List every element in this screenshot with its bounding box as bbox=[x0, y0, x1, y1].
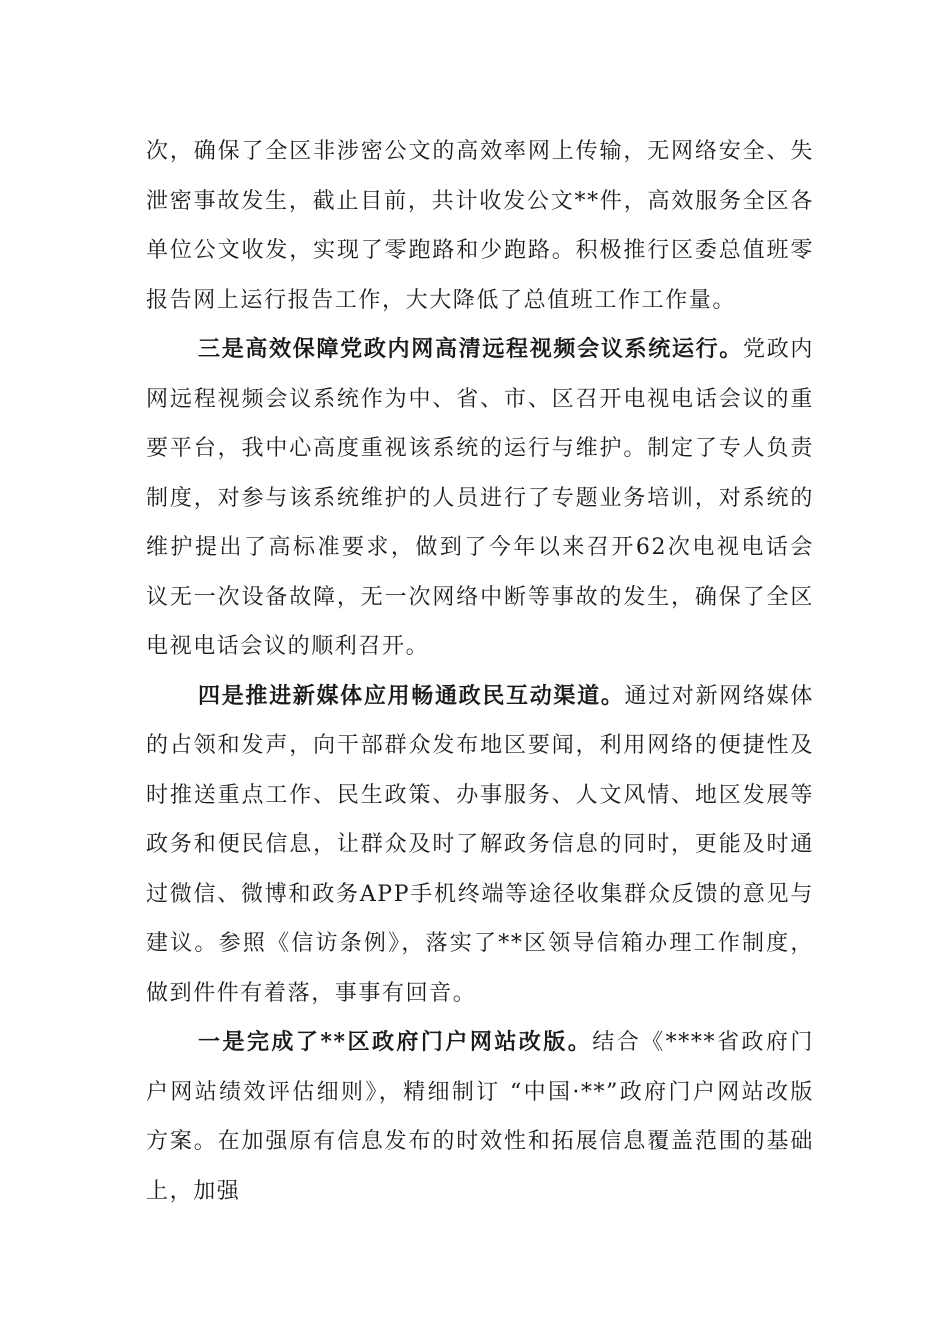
document-body bbox=[146, 127, 814, 1216]
paragraph-text: 通过对新网络媒体的占领和发声，向干部群众发布地区要闻，利用网络的便捷性及时推送重点工作、民生政策、办事服务、人文风情、地区发展等政务和便民信息，让群众及时了解政务信息的同时，更能及时通过微信、微博和政务APP手机终端等途径收集群众反馈的意见与建议。参照《信访条例》，落实了**区领导信箱办理工作制度，做到件件有着落，事事有回音。 bbox=[146, 683, 814, 1006]
paragraph-lead: 一是完成了**区政府门户网站改版。 bbox=[198, 1029, 593, 1055]
paragraph-text: 次，确保了全区非涉密公文的高效率网上传输，无网络安全、失泄密事故发生，截止目前，共计收发公文**件，高效服务全区各单位公文收发，实现了零跑路和少跑路。积极推行区委总值班零报告网上运行报告工作，大大降低了总值班工作工作量。 bbox=[146, 139, 814, 313]
paragraph-lead: 四是推进新媒体应用畅通政民互动渠道。 bbox=[198, 682, 625, 709]
paragraph-text: 结合《****省政府门户网站绩效评估细则》，精细制订 “中国·**”政府门户网站改版方案。在加强原有信息发布的时效性和拓展信息覆盖范围的基础上，加强 bbox=[146, 1030, 814, 1204]
paragraph-text: 党政内网远程视频会议系统作为中、省、市、区召开电视电话会议的重要平台，我中心高度重视该系统的运行与维护。制定了专人负责制度，对参与该系统维护的人员进行了专题业务培训，对系统的维护提出了高标准要求，做到了今年以来召开62次电视电话会议无一次设备故障，无一次网络中断等事故的发生，确保了全区电视电话会议的顺利召开。 bbox=[146, 337, 814, 659]
paragraph-video-conference bbox=[146, 325, 814, 672]
paragraph-website-revamp bbox=[146, 1018, 814, 1216]
paragraph-new-media bbox=[146, 672, 814, 1019]
paragraph-lead: 三是高效保障党政内网高清远程视频会议系统运行。 bbox=[198, 336, 743, 362]
paragraph-continuation bbox=[146, 127, 814, 325]
